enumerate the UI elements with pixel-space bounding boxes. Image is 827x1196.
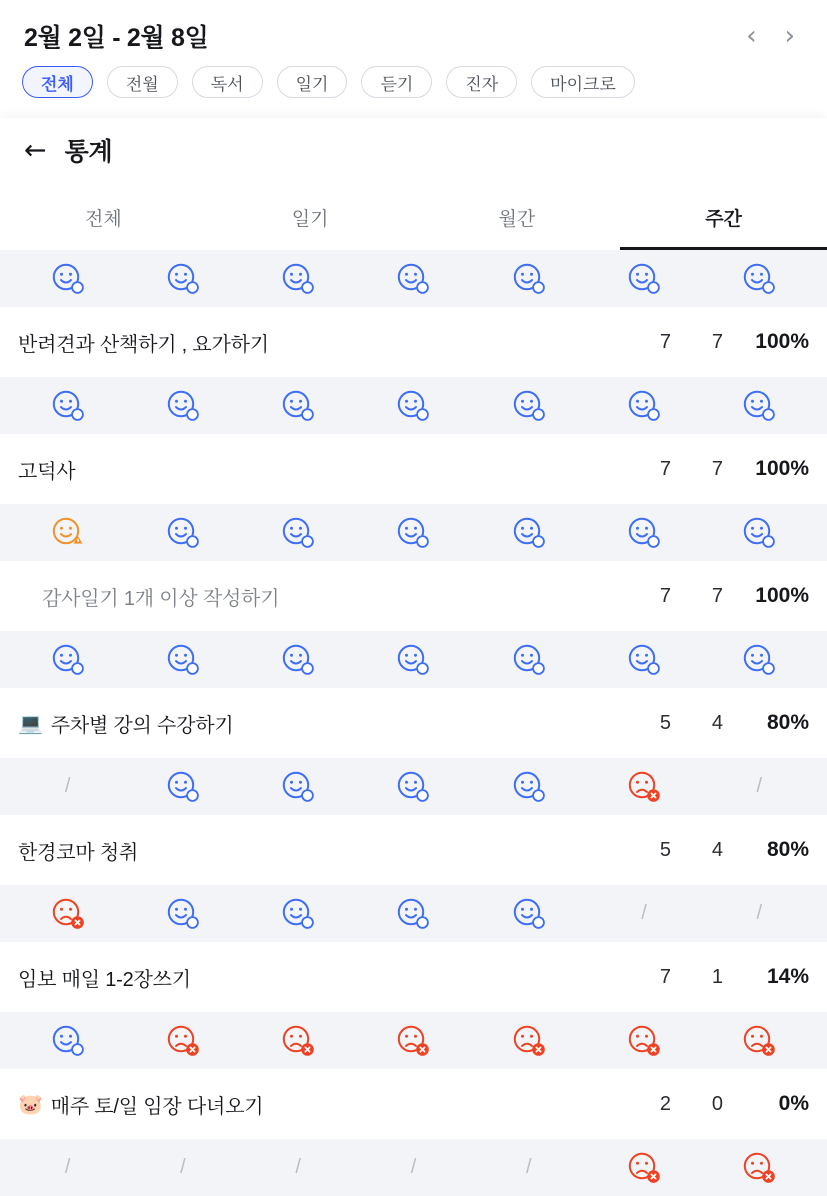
smile-blue-icon bbox=[396, 643, 430, 677]
date-header bbox=[0, 0, 827, 60]
habit-label bbox=[18, 709, 619, 738]
smile-blue-icon bbox=[396, 897, 430, 931]
status-cell-3-3[interactable] bbox=[356, 643, 471, 677]
sad-red-icon bbox=[396, 1024, 430, 1058]
empty-slash-icon: / bbox=[756, 775, 763, 797]
back-arrow-icon[interactable]: ← bbox=[24, 134, 47, 166]
prev-week-icon[interactable]: ‹ bbox=[746, 21, 757, 51]
habit-label-text: 임보 매일 1-2장쓰기 bbox=[18, 968, 191, 991]
smile-blue-icon bbox=[51, 262, 85, 296]
smile-blue-icon bbox=[512, 262, 546, 296]
status-cell-5-6[interactable] bbox=[702, 902, 817, 925]
status-cell-3-0[interactable] bbox=[10, 643, 125, 677]
habit-target-count: 7 bbox=[659, 457, 671, 480]
habit-percent: 100% bbox=[755, 330, 809, 353]
status-cell-6-3[interactable] bbox=[356, 1024, 471, 1058]
smile-blue-icon bbox=[166, 389, 200, 423]
habit-percent: 14% bbox=[766, 965, 809, 988]
smile-blue-icon bbox=[51, 1024, 85, 1058]
status-cell-0-3[interactable] bbox=[356, 262, 471, 296]
habit-done-count: 1 bbox=[711, 965, 723, 988]
habit-target-count: 5 bbox=[659, 838, 671, 861]
habit-done-count: 0 bbox=[711, 1092, 723, 1115]
smile-blue-icon bbox=[166, 897, 200, 931]
status-icon-row bbox=[0, 1139, 827, 1196]
smile-blue-icon bbox=[512, 643, 546, 677]
smile-blue-icon bbox=[396, 516, 430, 550]
status-cell-1-1[interactable] bbox=[125, 389, 240, 423]
smile-blue-icon bbox=[166, 262, 200, 296]
status-cell-1-6[interactable] bbox=[702, 389, 817, 423]
habit-row[interactable] bbox=[0, 942, 827, 1012]
status-cell-5-0[interactable] bbox=[10, 897, 125, 931]
status-cell-2-2[interactable] bbox=[241, 516, 356, 550]
smile-blue-icon bbox=[742, 262, 776, 296]
status-cell-7-5[interactable] bbox=[586, 1151, 701, 1185]
chip-2[interactable]: 독서 bbox=[192, 66, 263, 98]
status-cell-7-3[interactable] bbox=[356, 1156, 471, 1179]
smile-blue-icon bbox=[396, 262, 430, 296]
chip-4[interactable]: 듣기 bbox=[361, 66, 432, 98]
habit-label bbox=[18, 836, 619, 865]
smile-orange-icon bbox=[51, 516, 85, 550]
smile-blue-icon bbox=[51, 389, 85, 423]
status-cell-4-1[interactable] bbox=[125, 770, 240, 804]
habit-label bbox=[18, 963, 619, 992]
smile-blue-icon bbox=[396, 770, 430, 804]
status-cell-2-0[interactable] bbox=[10, 516, 125, 550]
tab-일기[interactable]: 일기 bbox=[291, 209, 329, 230]
habit-target-count: 2 bbox=[659, 1092, 671, 1115]
smile-blue-icon bbox=[51, 643, 85, 677]
smile-blue-icon bbox=[742, 516, 776, 550]
smile-blue-icon bbox=[281, 770, 315, 804]
smile-blue-icon bbox=[166, 643, 200, 677]
habit-done-count: 7 bbox=[711, 584, 723, 607]
status-icon-row bbox=[0, 1012, 827, 1069]
smile-blue-icon bbox=[281, 516, 315, 550]
status-cell-4-5[interactable] bbox=[586, 770, 701, 804]
status-cell-1-0[interactable] bbox=[10, 389, 125, 423]
status-cell-1-4[interactable] bbox=[471, 389, 586, 423]
status-cell-5-4[interactable] bbox=[471, 897, 586, 931]
habit-target-count: 7 bbox=[659, 584, 671, 607]
habit-done-count: 4 bbox=[711, 711, 723, 734]
status-cell-2-5[interactable] bbox=[586, 516, 701, 550]
smile-blue-icon bbox=[281, 389, 315, 423]
status-cell-7-4[interactable] bbox=[471, 1156, 586, 1179]
category-chips[interactable] bbox=[0, 60, 827, 98]
chip-6[interactable]: 마이크로 bbox=[531, 66, 635, 98]
status-cell-4-6[interactable] bbox=[702, 775, 817, 798]
habit-percent: 80% bbox=[766, 711, 809, 734]
smile-blue-icon bbox=[281, 897, 315, 931]
empty-slash-icon: / bbox=[410, 1156, 417, 1178]
date-nav bbox=[746, 23, 803, 49]
habit-label-text: 반려견과 산책하기 , 요가하기 bbox=[18, 333, 269, 356]
status-cell-3-5[interactable] bbox=[586, 643, 701, 677]
empty-slash-icon: / bbox=[756, 902, 763, 924]
smile-blue-icon bbox=[627, 389, 661, 423]
smile-blue-icon bbox=[281, 643, 315, 677]
smile-blue-icon bbox=[627, 643, 661, 677]
status-cell-0-5[interactable] bbox=[586, 262, 701, 296]
status-cell-3-2[interactable] bbox=[241, 643, 356, 677]
sad-red-icon bbox=[627, 1151, 661, 1185]
status-cell-3-4[interactable] bbox=[471, 643, 586, 677]
sad-red-icon bbox=[742, 1151, 776, 1185]
habit-label bbox=[18, 582, 619, 611]
habit-label-text: 고덕사 bbox=[18, 460, 76, 483]
status-cell-0-4[interactable] bbox=[471, 262, 586, 296]
habit-target-count: 5 bbox=[659, 711, 671, 734]
chip-1[interactable]: 전월 bbox=[107, 66, 178, 98]
status-cell-6-0[interactable] bbox=[10, 1024, 125, 1058]
status-cell-1-5[interactable] bbox=[586, 389, 701, 423]
status-cell-3-6[interactable] bbox=[702, 643, 817, 677]
status-cell-4-0[interactable] bbox=[10, 775, 125, 798]
status-cell-2-3[interactable] bbox=[356, 516, 471, 550]
status-cell-6-4[interactable] bbox=[471, 1024, 586, 1058]
tab-월간[interactable]: 월간 bbox=[498, 209, 536, 230]
statistics-sheet bbox=[0, 118, 827, 1178]
status-icon-row bbox=[0, 885, 827, 942]
status-cell-0-0[interactable] bbox=[10, 262, 125, 296]
status-cell-2-4[interactable] bbox=[471, 516, 586, 550]
status-cell-5-1[interactable] bbox=[125, 897, 240, 931]
habit-done-count: 7 bbox=[711, 330, 723, 353]
status-cell-7-6[interactable] bbox=[702, 1151, 817, 1185]
habit-label-text: 한경코마 청취 bbox=[18, 841, 139, 864]
status-icon-row bbox=[0, 631, 827, 688]
habit-label-text: 주차별 강의 수강하기 bbox=[50, 714, 234, 737]
status-cell-7-0[interactable] bbox=[10, 1156, 125, 1179]
smile-blue-icon bbox=[166, 770, 200, 804]
empty-slash-icon: / bbox=[295, 1156, 301, 1178]
chip-3[interactable]: 일기 bbox=[277, 66, 348, 98]
habit-done-count: 7 bbox=[711, 457, 723, 480]
status-cell-2-1[interactable] bbox=[125, 516, 240, 550]
smile-blue-icon bbox=[627, 516, 661, 550]
status-cell-6-1[interactable] bbox=[125, 1024, 240, 1058]
status-cell-0-6[interactable] bbox=[702, 262, 817, 296]
sad-red-icon bbox=[166, 1024, 200, 1058]
statistics-tabs[interactable] bbox=[0, 194, 827, 250]
status-cell-6-6[interactable] bbox=[702, 1024, 817, 1058]
habit-target-count: 7 bbox=[659, 330, 671, 353]
empty-slash-icon: / bbox=[641, 902, 647, 924]
empty-slash-icon: / bbox=[64, 1156, 71, 1178]
habit-label-text: 매주 토/일 임장 다녀오기 bbox=[50, 1095, 264, 1118]
chip-5[interactable]: 진자 bbox=[446, 66, 517, 98]
status-cell-2-6[interactable] bbox=[702, 516, 817, 550]
habit-label bbox=[18, 328, 619, 357]
smile-blue-icon bbox=[512, 389, 546, 423]
status-cell-0-2[interactable] bbox=[241, 262, 356, 296]
habit-row[interactable] bbox=[0, 434, 827, 504]
smile-blue-icon bbox=[627, 262, 661, 296]
status-cell-6-2[interactable] bbox=[241, 1024, 356, 1058]
date-range-title: 2월 2일 - 2월 8일 bbox=[24, 24, 209, 52]
smile-blue-icon bbox=[281, 262, 315, 296]
status-cell-5-3[interactable] bbox=[356, 897, 471, 931]
habit-row[interactable] bbox=[0, 815, 827, 885]
sheet-header bbox=[0, 118, 827, 184]
empty-slash-icon: / bbox=[525, 1156, 532, 1178]
smile-blue-icon bbox=[512, 516, 546, 550]
empty-slash-icon: / bbox=[64, 775, 71, 797]
status-icon-row bbox=[0, 377, 827, 434]
habit-row[interactable] bbox=[0, 688, 827, 758]
status-cell-4-2[interactable] bbox=[241, 770, 356, 804]
tab-주간[interactable]: 주간 bbox=[620, 194, 827, 250]
sad-red-icon bbox=[512, 1024, 546, 1058]
status-cell-5-5[interactable] bbox=[586, 902, 701, 925]
statistics-list bbox=[0, 250, 827, 1196]
next-week-icon[interactable]: › bbox=[784, 21, 795, 51]
status-cell-5-2[interactable] bbox=[241, 897, 356, 931]
habit-percent: 0% bbox=[778, 1092, 809, 1115]
status-cell-0-1[interactable] bbox=[125, 262, 240, 296]
status-cell-7-2[interactable] bbox=[241, 1156, 356, 1179]
empty-slash-icon: / bbox=[180, 1156, 186, 1178]
tab-전체[interactable]: 전체 bbox=[85, 209, 122, 230]
habit-label-text: 감사일기 1개 이상 작성하기 bbox=[42, 587, 280, 610]
smile-blue-icon bbox=[512, 770, 546, 804]
sad-red-icon bbox=[281, 1024, 315, 1058]
status-icon-row bbox=[0, 250, 827, 307]
chip-0[interactable]: 전체 bbox=[22, 66, 93, 98]
smile-blue-icon bbox=[166, 516, 200, 550]
smile-blue-icon bbox=[742, 389, 776, 423]
habit-emoji-icon: 💻 bbox=[18, 712, 43, 735]
status-cell-6-5[interactable] bbox=[586, 1024, 701, 1058]
status-cell-7-1[interactable] bbox=[125, 1156, 240, 1179]
habit-label bbox=[18, 455, 619, 484]
status-cell-4-3[interactable] bbox=[356, 770, 471, 804]
sad-red-icon bbox=[627, 770, 661, 804]
habit-done-count: 4 bbox=[711, 838, 723, 861]
habit-row[interactable] bbox=[0, 307, 827, 377]
status-cell-1-2[interactable] bbox=[241, 389, 356, 423]
habit-target-count: 7 bbox=[659, 965, 671, 988]
smile-blue-icon bbox=[742, 643, 776, 677]
habit-percent: 80% bbox=[766, 838, 809, 861]
sad-red-icon bbox=[742, 1024, 776, 1058]
status-cell-1-3[interactable] bbox=[356, 389, 471, 423]
habit-label bbox=[18, 1090, 619, 1119]
habit-percent: 100% bbox=[755, 584, 809, 607]
habit-row[interactable] bbox=[0, 561, 827, 631]
smile-blue-icon bbox=[396, 389, 430, 423]
status-icon-row bbox=[0, 504, 827, 561]
habit-emoji-icon: 🐷 bbox=[18, 1093, 43, 1116]
page-title: 통계 bbox=[64, 138, 113, 166]
sad-red-icon bbox=[51, 897, 85, 931]
status-cell-4-4[interactable] bbox=[471, 770, 586, 804]
status-icon-row bbox=[0, 758, 827, 815]
sad-red-icon bbox=[627, 1024, 661, 1058]
smile-blue-icon bbox=[512, 897, 546, 931]
habit-row[interactable] bbox=[0, 1069, 827, 1139]
status-cell-3-1[interactable] bbox=[125, 643, 240, 677]
habit-percent: 100% bbox=[755, 457, 809, 480]
